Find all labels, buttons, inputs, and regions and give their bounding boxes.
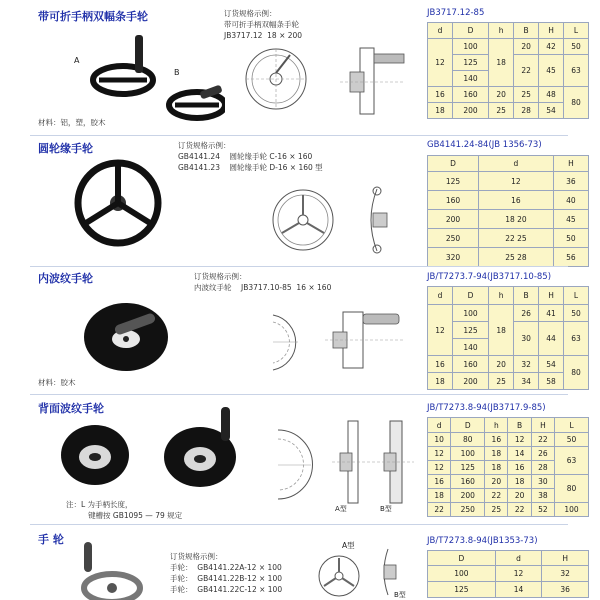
table-cell: 63 xyxy=(564,322,589,356)
table-header: h xyxy=(489,287,514,305)
table-cell: 20 xyxy=(489,356,514,373)
section-divider xyxy=(30,394,568,395)
material-note: 材料：胶木 xyxy=(38,378,76,387)
table-cell: 250 xyxy=(451,503,485,517)
table-cell: 22 xyxy=(485,489,508,503)
table-cell: 20 xyxy=(514,39,539,55)
variant-label-a: A xyxy=(74,56,80,65)
table-cell: 40 xyxy=(553,191,588,210)
table-cell: 18 xyxy=(485,461,508,475)
order-example-line: GB4141.23 圆轮缘手轮 D-16 × 160 型 xyxy=(178,163,323,172)
order-example-label: 订货规格示例： xyxy=(194,272,247,281)
table-cell: 18 xyxy=(428,103,453,119)
type-label-a: A型 xyxy=(342,541,355,550)
side-view-drawing xyxy=(315,300,415,380)
table-header: H xyxy=(539,23,564,39)
section-title: 带可折手柄双幅条手轮 xyxy=(38,10,148,23)
table-header: d xyxy=(428,418,451,433)
table-cell: 125 xyxy=(452,322,488,339)
table-cell: 160 xyxy=(428,191,479,210)
spec-table xyxy=(427,155,589,267)
side-view-drawing xyxy=(355,185,405,255)
standard-code: JB/T7273.7-94(JB3717.10-85) xyxy=(427,272,552,282)
table-cell: 250 xyxy=(428,229,479,248)
table-cell: 18 xyxy=(489,39,514,87)
order-example-line: JB3717.12 18 × 200 xyxy=(224,31,303,40)
table-cell: 100 xyxy=(452,305,488,322)
side-view-drawing xyxy=(330,40,410,120)
section-title: 手 轮 xyxy=(38,533,64,546)
table-cell: 45 xyxy=(553,210,588,229)
table-cell: 140 xyxy=(452,71,488,87)
table-cell: 100 xyxy=(555,503,589,517)
table-cell: 20 xyxy=(485,475,508,489)
table-cell: 25 xyxy=(489,373,514,390)
table-cell: 22 xyxy=(428,503,451,517)
table-cell: 125 xyxy=(451,461,485,475)
table-cell: 32 xyxy=(542,566,589,582)
section-divider xyxy=(30,135,568,136)
table-cell: 16 xyxy=(428,356,453,373)
table-cell: 50 xyxy=(564,39,589,55)
front-view-drawing xyxy=(273,425,328,505)
table-header: D xyxy=(451,418,485,433)
table-cell: 26 xyxy=(531,447,554,461)
table-cell: 48 xyxy=(539,87,564,103)
variant-label-b: B xyxy=(174,68,180,77)
table-cell: 22 25 xyxy=(479,229,554,248)
order-example-label: 订货规格示例： xyxy=(178,141,231,150)
table-header: D xyxy=(428,156,479,172)
note-line: 键槽按 GB1095 — 79 规定 xyxy=(88,511,183,520)
order-example-label: 订货规格示例： xyxy=(170,552,223,561)
spec-table xyxy=(427,22,589,119)
material-note: 材料：铝，塑，胶木 xyxy=(38,118,106,127)
table-cell: 36 xyxy=(553,172,588,191)
table-cell: 22 xyxy=(508,503,531,517)
order-example-line: 手轮： GB4141.22C-12 × 100 xyxy=(170,585,283,594)
table-cell: 80 xyxy=(555,475,589,503)
table-header: L xyxy=(555,418,589,433)
table-cell: 42 xyxy=(539,39,564,55)
spec-table xyxy=(427,417,589,517)
table-cell: 100 xyxy=(451,447,485,461)
front-view-drawing xyxy=(312,550,367,600)
table-header: L xyxy=(564,287,589,305)
table-header: d xyxy=(495,551,542,566)
handwheel-photo xyxy=(78,295,178,375)
table-header: L xyxy=(564,23,589,39)
table-cell: 16 xyxy=(508,461,531,475)
table-cell: 12 xyxy=(428,39,453,87)
table-cell: 63 xyxy=(555,447,589,475)
table-cell: 160 xyxy=(452,87,488,103)
table-cell: 100 xyxy=(452,39,488,55)
handwheel-photo xyxy=(72,540,152,600)
table-cell: 200 xyxy=(452,373,488,390)
table-cell: 25 xyxy=(489,103,514,119)
table-cell: 38 xyxy=(531,489,554,503)
table-cell: 34 xyxy=(514,373,539,390)
table-cell: 160 xyxy=(451,475,485,489)
section-title: 圆轮缘手轮 xyxy=(38,142,93,155)
table-header: d xyxy=(479,156,554,172)
table-cell: 25 xyxy=(485,503,508,517)
table-cell: 44 xyxy=(539,322,564,356)
standard-code: JB3717.12-85 xyxy=(427,8,485,18)
handwheel-photo xyxy=(85,30,225,130)
type-label-b: B型 xyxy=(394,591,406,599)
table-cell: 50 xyxy=(564,305,589,322)
table-cell: 16 xyxy=(428,475,451,489)
table-cell: 12 xyxy=(428,461,451,475)
standard-code: JB/T7273.8-94(JB1353-73) xyxy=(427,536,538,546)
table-cell: 32 xyxy=(514,356,539,373)
section-divider xyxy=(30,524,568,525)
table-header: h xyxy=(485,418,508,433)
table-cell: 18 xyxy=(489,305,514,356)
type-label-a: A型 xyxy=(335,505,347,513)
table-header: d xyxy=(428,23,453,39)
table-cell: 63 xyxy=(564,55,589,87)
handwheel-photo xyxy=(55,405,255,490)
spec-table xyxy=(427,550,589,598)
table-cell: 22 xyxy=(531,433,554,447)
table-header: H xyxy=(539,287,564,305)
table-cell: 20 xyxy=(489,87,514,103)
order-example-line: 带可折手柄双幅条手轮 xyxy=(224,20,299,29)
standard-code: GB4141.24-84(JB 1356-73) xyxy=(427,140,542,150)
table-header: B xyxy=(514,23,539,39)
table-header: D xyxy=(452,23,488,39)
section-title: 背面波纹手轮 xyxy=(38,402,104,415)
table-cell: 54 xyxy=(539,103,564,119)
table-cell: 56 xyxy=(553,248,588,267)
table-cell: 12 xyxy=(428,447,451,461)
table-header: H xyxy=(553,156,588,172)
table-cell: 22 xyxy=(514,55,539,87)
table-cell: 160 xyxy=(452,356,488,373)
catalog-page xyxy=(30,0,581,600)
table-cell: 18 xyxy=(428,489,451,503)
table-cell: 80 xyxy=(451,433,485,447)
order-example-line: 手轮： GB4141.22A-12 × 100 xyxy=(170,563,282,572)
table-cell: 80 xyxy=(564,87,589,119)
table-cell: 52 xyxy=(531,503,554,517)
table-cell: 140 xyxy=(452,339,488,356)
table-cell: 18 20 xyxy=(479,210,554,229)
table-cell: 200 xyxy=(428,210,479,229)
table-cell: 100 xyxy=(428,566,496,582)
table-cell: 125 xyxy=(428,582,496,598)
handwheel-photo xyxy=(70,155,170,255)
table-cell: 12 xyxy=(428,305,453,356)
table-cell: 45 xyxy=(539,55,564,87)
order-example-line: GB4141.24 圆轮缘手轮 C-16 × 160 xyxy=(178,152,313,161)
table-cell: 20 xyxy=(508,489,531,503)
table-header: d xyxy=(428,287,453,305)
order-example-label: 订货规格示例： xyxy=(224,9,277,18)
table-header: h xyxy=(489,23,514,39)
table-cell: 58 xyxy=(539,373,564,390)
table-cell: 10 xyxy=(428,433,451,447)
order-example-line: 内波纹手轮 JB3717.10-85 16 × 160 xyxy=(194,283,332,292)
table-cell: 200 xyxy=(451,489,485,503)
type-label-b: B型 xyxy=(380,505,392,513)
table-cell: 30 xyxy=(531,475,554,489)
table-cell: 12 xyxy=(495,566,542,582)
front-view-drawing xyxy=(242,45,312,115)
table-cell: 80 xyxy=(564,356,589,390)
table-cell: 125 xyxy=(452,55,488,71)
table-cell: 54 xyxy=(539,356,564,373)
table-cell: 30 xyxy=(514,322,539,356)
table-cell: 14 xyxy=(508,447,531,461)
section-title: 内波纹手轮 xyxy=(38,272,93,285)
table-cell: 125 xyxy=(428,172,479,191)
table-cell: 36 xyxy=(542,582,589,598)
table-cell: 16 xyxy=(485,433,508,447)
section-view-drawing xyxy=(328,415,418,510)
table-cell: 200 xyxy=(452,103,488,119)
table-cell: 12 xyxy=(508,433,531,447)
table-cell: 25 xyxy=(514,87,539,103)
standard-code: JB/T7273.8-94(JB3717.9-85) xyxy=(427,403,546,413)
table-header: B xyxy=(508,418,531,433)
table-cell: 12 xyxy=(479,172,554,191)
table-header: B xyxy=(514,287,539,305)
table-cell: 41 xyxy=(539,305,564,322)
table-cell: 25 28 xyxy=(479,248,554,267)
note-line: 注：L 为手柄长度， xyxy=(66,500,133,509)
table-cell: 320 xyxy=(428,248,479,267)
front-view-drawing xyxy=(268,185,338,255)
table-cell: 50 xyxy=(553,229,588,248)
table-cell: 28 xyxy=(531,461,554,475)
spec-table xyxy=(427,286,589,390)
table-cell: 26 xyxy=(514,305,539,322)
table-cell: 18 xyxy=(428,373,453,390)
table-cell: 16 xyxy=(428,87,453,103)
table-cell: 16 xyxy=(479,191,554,210)
table-header: D xyxy=(428,551,496,566)
order-example-line: 手轮： GB4141.22B-12 × 100 xyxy=(170,574,283,583)
table-cell: 14 xyxy=(495,582,542,598)
table-cell: 28 xyxy=(514,103,539,119)
table-header: D xyxy=(452,287,488,305)
table-cell: 18 xyxy=(508,475,531,489)
table-header: H xyxy=(542,551,589,566)
table-cell: 50 xyxy=(555,433,589,447)
table-header: H xyxy=(531,418,554,433)
table-cell: 18 xyxy=(485,447,508,461)
section-divider xyxy=(30,266,568,267)
